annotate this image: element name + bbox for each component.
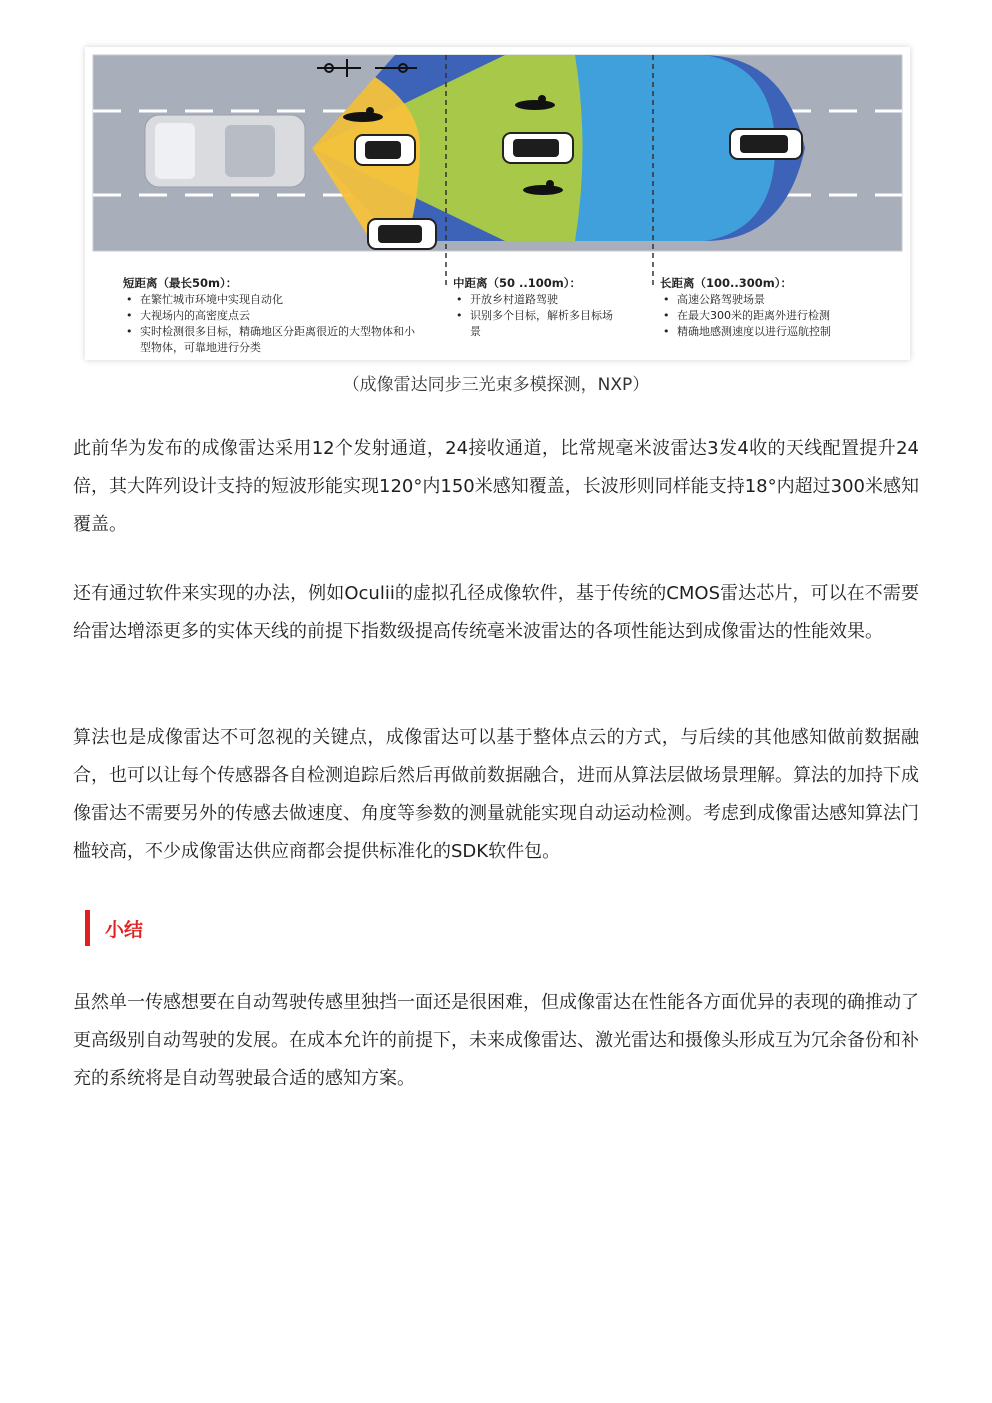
target-car-icon <box>730 129 802 159</box>
zone-item: • 精确地感测速度以进行巡航控制 <box>660 324 900 340</box>
paragraph: 此前华为发布的成像雷达采用12个发射通道，24接收通道，比常规毫米波雷达3发4收的天线配置提升24倍，其大阵列设计支持的短波形能实现120°内150米感知覆盖，长波形则同样能支持18°内超过300米感知覆盖。 <box>73 438 919 535</box>
section-accent-bar <box>85 910 90 946</box>
zone-item: • 开放乡村道路驾驶 <box>453 292 623 308</box>
paragraph: 还有通过软件来实现的办法，例如Oculii的虚拟孔径成像软件，基于传统的CMOS雷达芯片，可以在不需要给雷达增添更多的实体天线的前提下指数级提高传统毫米波雷达的各项性能达到成像雷达的性能效果。 <box>73 583 919 642</box>
zone-item: • 实时检测很多目标，精确地区分距离很近的大型物体和小型物体，可靠地进行分类 <box>123 324 423 356</box>
paragraph: 算法也是成像雷达不可忽视的关键点，成像雷达可以基于整体点云的方式，与后续的其他感知做前数据融合，也可以让每个传感器各自检测追踪后然后再做前数据融合，进而从算法层做场景理解。算法的加持下成像雷达不需要另外的传感去做速度、角度等参数的测量就能实现自动运动检测。考虑到成像雷达感知算法门槛较高，不少成像雷达供应商都会提供标准化的SDK软件包。 <box>73 727 919 862</box>
short-range-zone <box>123 275 423 356</box>
section-title: 小结 <box>105 918 144 941</box>
zone-item: • 在繁忙城市环境中实现自动化 <box>123 292 423 308</box>
target-car-icon <box>355 135 415 165</box>
summary-paragraph: 虽然单一传感想要在自动驾驶传感里独挡一面还是很困难，但成像雷达在性能各方面优异的表现的确推动了更高级别自动驾驶的发展。在成本允许的前提下，未来成像雷达、激光雷达和摄像头形成互为冗余备份和补充的系统将是自动驾驶最合适的感知方案。 <box>73 992 919 1089</box>
zone-title: 长距离（100..300m）： <box>660 276 792 290</box>
long-range-zone <box>660 275 900 340</box>
zone-title: 中距离（50 ..100m）： <box>453 276 581 290</box>
zone-item: • 在最大300米的距离外进行检测 <box>660 308 900 324</box>
zone-item: • 大视场内的高密度点云 <box>123 308 423 324</box>
zone-title: 短距离（最长50m）： <box>123 276 238 290</box>
host-car-icon <box>145 115 305 187</box>
radar-diagram-figure <box>85 47 910 360</box>
mid-range-zone <box>453 275 623 340</box>
zone-item: • 高速公路驾驶场景 <box>660 292 900 308</box>
target-car-icon <box>503 133 573 163</box>
figure-caption: （成像雷达同步三光束多模探测，NXP） <box>342 375 650 395</box>
target-car-icon <box>368 219 436 249</box>
section-heading <box>85 910 143 946</box>
zone-item: • 识别多个目标，解析多目标场景 <box>453 308 623 340</box>
